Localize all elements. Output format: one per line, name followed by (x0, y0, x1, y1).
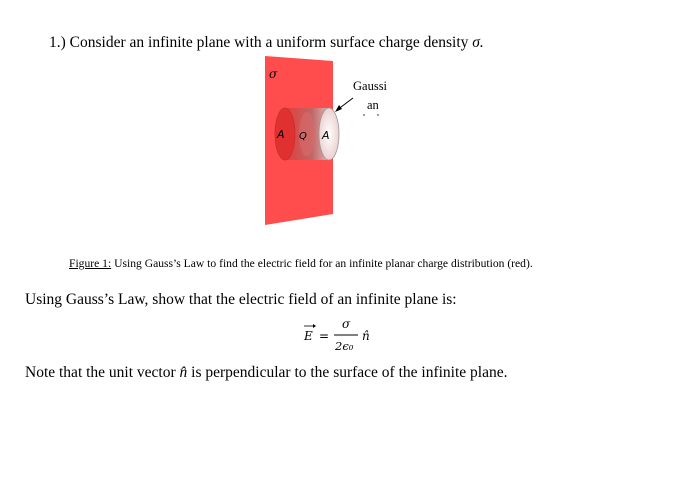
field-equation-svg (300, 313, 390, 357)
instruction-text: Using Gauss’s Law, show that the electric field of an infinite plane is: (25, 291, 457, 308)
note-after: is perpendicular to the surface of the infinite plane. (191, 364, 508, 381)
gaussian-label-line1: Gaussi (353, 79, 388, 93)
gauss-figure-svg (255, 52, 415, 232)
note-text (25, 364, 508, 382)
gauss-figure (255, 52, 415, 232)
equation-numerator: σ (342, 317, 351, 331)
field-equation (300, 313, 390, 357)
problem-number: 1.) (49, 34, 66, 51)
note-before: Note that the unit vector (25, 364, 176, 381)
gaussian-pointer-arrowhead (335, 105, 342, 112)
equation-lhs: E (304, 329, 313, 343)
equation-equals: = (319, 329, 330, 343)
equation-denominator: 2ϵ₀ (335, 339, 354, 353)
gaussian-label-line2: an (367, 98, 379, 112)
problem-statement (49, 34, 484, 52)
area-label-right: A (322, 129, 330, 142)
caption-text: Using Gauss’s Law to find the electric field for an infinite planar charge distribution (red). (114, 257, 533, 270)
note-unit-vector: n̂ (179, 364, 188, 381)
area-label-left: A (277, 128, 285, 141)
caption-label: Figure 1: (69, 257, 112, 270)
sigma-symbol: σ. (472, 34, 484, 51)
charge-label: Q (299, 131, 307, 142)
equation-unit-vector: n̂ (362, 329, 370, 343)
vector-arrowhead (313, 324, 316, 328)
figure-caption (69, 257, 533, 270)
problem-text: Consider an infinite plane with a uniform surface charge density (69, 34, 469, 51)
plane-sigma-label: σ (269, 67, 278, 81)
